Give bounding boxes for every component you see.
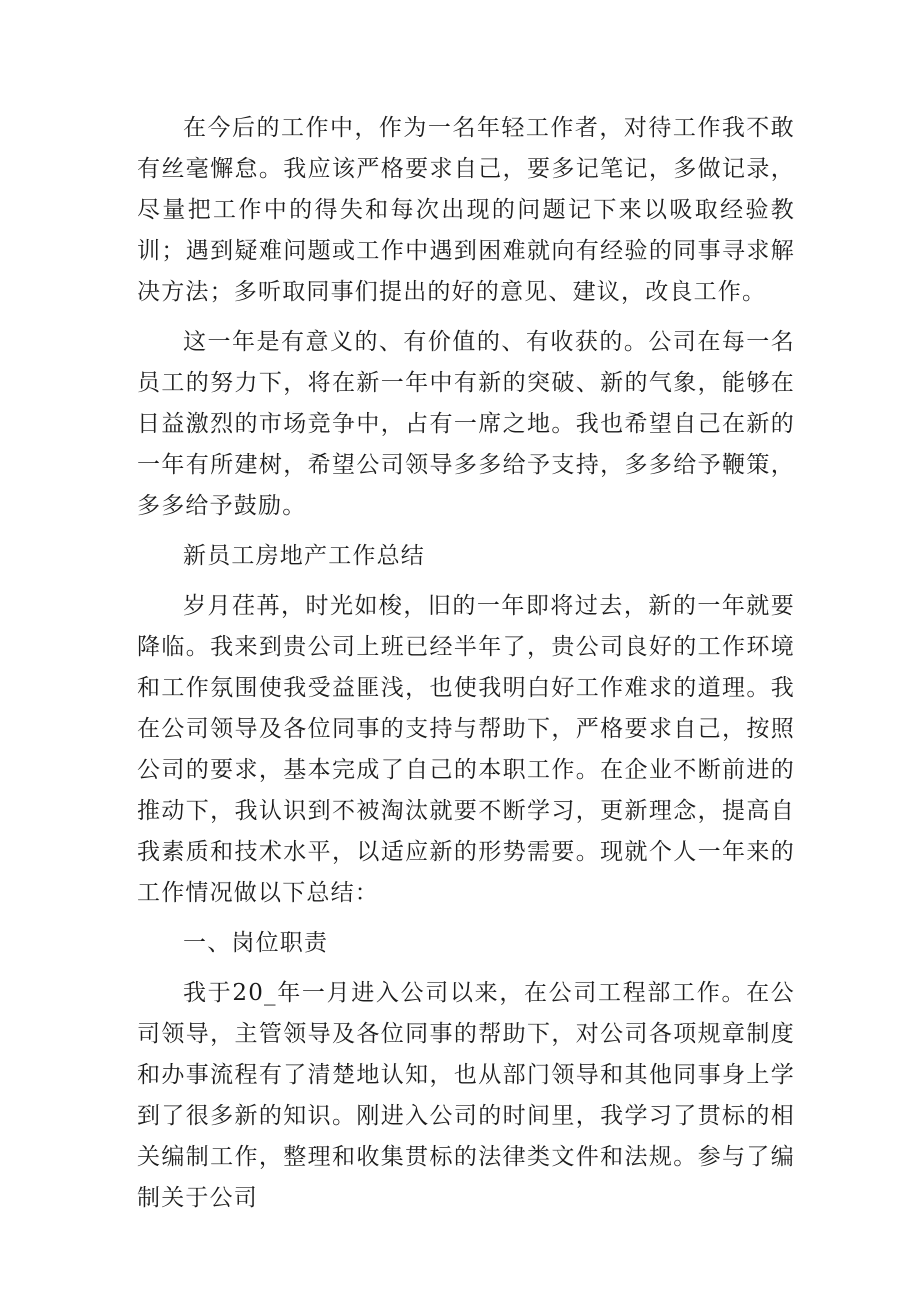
document-body bbox=[137, 108, 795, 1228]
paragraph-future-work: 在今后的工作中，作为一名年轻工作者，对待工作我不敢有丝毫懈怠。我应该严格要求自己，要多记笔记，多做记录，尽量把工作中的得失和每次出现的问题记下来以吸取经验教训；遇到疑难问题或工作中遇到困难就向有经验的同事寻求解决方法；多听取同事们提出的好的意见、建议，改良工作。 bbox=[137, 115, 795, 305]
paragraph-duties-body: 我于20_年一月进入公司以来，在公司工程部工作。在公司领导，主管领导及各位同事的帮助下，对公司各项规章制度和办事流程有了清楚地认知，也从部门领导和其他同事身上学到了很多新的知识。刚进入公司的时间里，我学习了贯标的相关编制工作，整理和收集贯标的法律类文件和法规。参与了编制关于公司 bbox=[137, 980, 795, 1211]
document-title: 新员工房地产工作总结 bbox=[183, 543, 425, 569]
paragraph-year-meaning: 这一年是有意义的、有价值的、有收获的。公司在每一名员工的努力下，将在新一年中有新的突破、新的气象，能够在日益激烈的市场竞争中，占有一席之地。我也希望自己在新的一年有所建树，希望公司领导多多给予支持，多多给予鞭策，多多给予鼓励。 bbox=[137, 329, 795, 519]
paragraph-intro: 岁月荏苒，时光如梭，旧的一年即将过去，新的一年就要降临。我来到贵公司上班已经半年了，贵公司良好的工作环境和工作氛围使我受益匪浅，也使我明白好工作难求的道理。我在公司领导及各位同事的支持与帮助下，严格要求自己，按照公司的要求，基本完成了自己的本职工作。在企业不断前进的推动下，我认识到不被淘汰就要不断学习，更新理念，提高自我素质和技术水平，以适应新的形势需要。现就个人一年来的工作情况做以下总结： bbox=[137, 593, 795, 906]
section-heading-duties: 一、岗位职责 bbox=[183, 930, 329, 956]
